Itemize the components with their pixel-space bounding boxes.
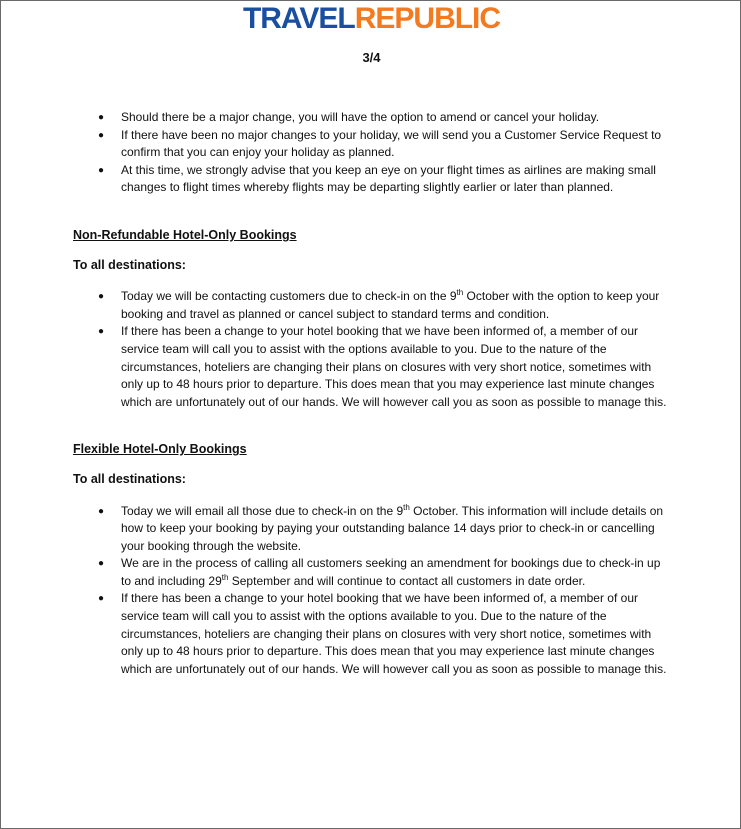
list-item-text: Should there be a major change, you will have the option to amend or cancel your holiday.	[121, 110, 600, 124]
list-item-text-post: October. This information will include details on how to keep your booking by paying your outstanding balance 14 days prior to check-in or cancelling your booking through the website.	[121, 503, 664, 553]
list-item	[73, 162, 673, 197]
list-item-text-post: September and will continue to contact all customers in date order.	[228, 573, 586, 588]
superscript: th	[221, 572, 229, 582]
section-subheading: To all destinations:	[73, 257, 186, 272]
section-heading-flexible: Flexible Hotel-Only Bookings	[73, 442, 247, 457]
list-item-text: If there have been no major changes to your holiday, we will send you a Customer Service Request to confirm that you can enjoy your holiday as planned.	[121, 127, 662, 160]
list-item	[73, 109, 673, 127]
bullet-list-section3	[73, 503, 673, 679]
bullet-icon: ●	[98, 326, 105, 338]
bullet-icon: ●	[98, 593, 105, 605]
travel-republic-logo	[1, 4, 741, 34]
bullet-icon: ●	[98, 558, 105, 570]
list-item	[73, 590, 673, 678]
list-item-text-pre: We are in the process of calling all customers seeking an amendment for bookings due to check-in up to and including 29	[121, 556, 661, 588]
list-item	[73, 503, 673, 556]
logo-part-travel: TRAVEL	[242, 2, 355, 35]
section-heading-non-refundable: Non-Refundable Hotel-Only Bookings	[73, 227, 297, 242]
list-item-text: If there has been a change to your hotel booking that we have been informed of, a member of our service team will call you to assist with the options available to you. Due to the nature of the circumstances, hoteliers are changing their plans on closures with very short notice, sometimes with only up to 48 hours prior to departure. This does mean that you may experience last minute changes which are unfortunately out of our hands. We will however call you as soon as possible to manage this.	[121, 591, 667, 676]
superscript: th	[456, 288, 464, 298]
superscript: th	[403, 502, 410, 512]
list-item	[73, 127, 673, 162]
bullet-list-section2	[73, 288, 673, 411]
document-body	[73, 109, 673, 678]
list-item	[73, 288, 673, 323]
list-item-text-pre: Today we will email all those due to check-in on the 9	[121, 503, 404, 518]
section-subheading: To all destinations:	[73, 471, 186, 486]
list-item-text-post: October with the option to keep your booking and travel as planned or cancel subject to standard terms and condition.	[121, 289, 660, 321]
bullet-icon: ●	[98, 112, 105, 123]
list-item	[73, 323, 673, 411]
bullet-icon: ●	[98, 505, 105, 517]
list-item	[73, 555, 673, 590]
bullet-icon: ●	[98, 129, 105, 141]
logo-part-republic: REPUBLIC	[354, 2, 501, 35]
list-item-text: If there has been a change to your hotel booking that we have been informed of, a member of our service team will call you to assist with the options available to you. Due to the nature of the circumstances, hoteliers are changing their plans on closures with very short notice, sometimes with only up to 48 hours prior to departure. This does mean that you may experience last minute changes which are unfortunately out of our hands. We will however call you as soon as possible to manage this.	[121, 324, 667, 409]
bullet-icon: ●	[98, 291, 105, 303]
bullet-list-section1	[73, 109, 673, 197]
list-item-text: At this time, we strongly advise that you keep an eye on your flight times as airlines are making small changes to flight times whereby flights may be departing slightly earlier or later than planned.	[121, 162, 656, 195]
bullet-icon: ●	[98, 164, 105, 176]
page-number: 3/4	[362, 50, 381, 65]
list-item-text-pre: Today we will be contacting customers due to check-in on the 9	[121, 289, 457, 304]
